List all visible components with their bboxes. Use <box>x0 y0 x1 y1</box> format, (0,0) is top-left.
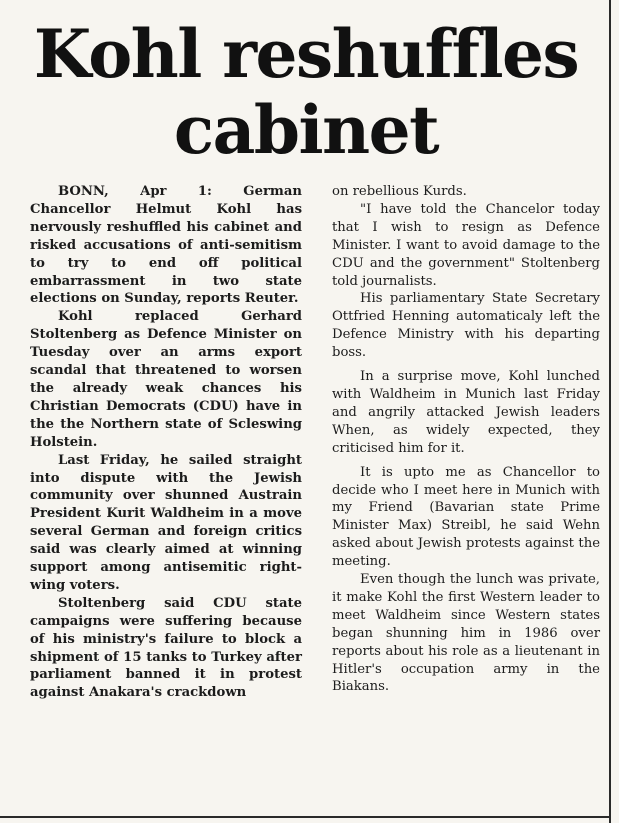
bottom-rule <box>0 816 611 818</box>
headline: Kohl reshuffles cabinet <box>33 15 579 169</box>
paragraph: In a surprise move, Kohl lunched with Waldheim in Munich last Friday and angrily attacked Jewish leaders When, as widely expected, they criticised him for it. <box>332 369 600 456</box>
paragraph <box>30 183 302 308</box>
article-column-left <box>30 183 302 702</box>
paragraph: on rebellious Kurds. <box>332 184 467 199</box>
paragraph: It is upto me as Chancellor to decide who I meet here in Munich with my Friend (Bavarian state Prime Minister Max) Streibl, he said Wehn asked about Jewish protests against the meeting. <box>332 464 600 570</box>
paragraph-text: German Chancellor Helmut Kohl has nervously reshuffled his cabinet and risked accusations of anti-semitism to try to end off political embarrassment in two state elections on Sunday, reports Reuter. <box>30 184 302 307</box>
paragraph: Last Friday, he sailed straight into dispute with the Jewish community over shunned Austrain President Kurit Waldheim in a move several German and foreign critics said was clearly aimed at winning support among antisemitic right-wing voters. <box>30 452 302 593</box>
paragraph: "I have told the Chancelor today that I wish to resign as Defence Minister. I want to avoid damage to the CDU and the government" Stoltenberg told journalists. <box>332 201 600 289</box>
paragraph: Even though the lunch was private, it make Kohl the first Western leader to meet Waldheim since Western states began shunning him in 1986 over reports about his role as a lieutenant in Hitler's occupation army in the Biakans. <box>332 572 600 695</box>
article-column-right <box>332 183 600 696</box>
column-rule <box>609 0 611 823</box>
paragraph: Kohl replaced Gerhard Stoltenberg as Defence Minister on Tuesday over an arms export scandal that threatened to worsen the already weak chances his Christian Democrats (CDU) have in the the Northern state of Scleswing Holstein. <box>30 309 302 450</box>
dateline: BONN, Apr 1: <box>58 184 212 199</box>
paragraph: Stoltenberg said CDU state campaigns were suffering because of his ministry's failure to block a shipment of 15 tanks to Turkey after parliament banned it in protest against Anakara's crackdown <box>30 595 302 701</box>
paragraph: His parliamentary State Secretary Ottfried Henning automaticaly left the Defence Ministry with his departing boss. <box>332 291 600 361</box>
